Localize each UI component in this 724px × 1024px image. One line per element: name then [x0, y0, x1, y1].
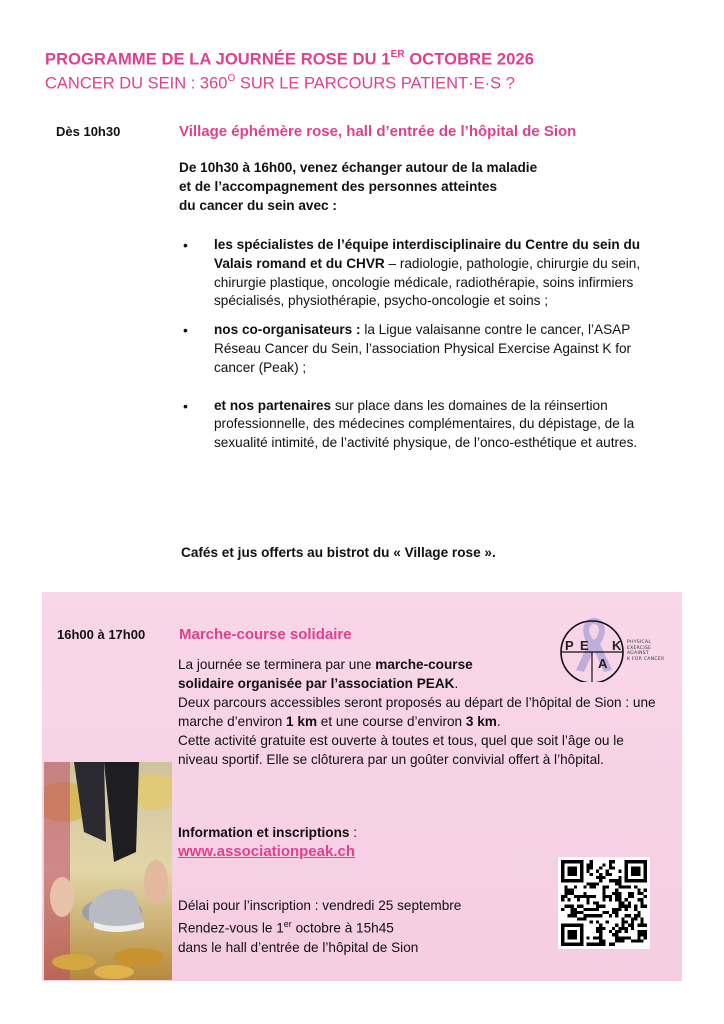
village-bullet-list	[180, 236, 650, 453]
peak-logo	[552, 612, 682, 682]
walk-heading: Marche-course solidaire	[179, 626, 352, 643]
village-heading: Village éphémère rose, hall d’entrée de l’hôpital de Sion	[179, 123, 577, 140]
peak-letter-e: E	[580, 638, 589, 653]
list-item: • et nos partenaires sur place dans les domaines de la réinsertion professionnelle, des médecines complémentaires, du dépistage, de la sexualité intimité, de l’activité physique, de l’onco-esthétique et autres.	[183, 397, 638, 451]
runner-shoe-photo	[44, 762, 172, 980]
deadline-block: Délai pour l’inscription : vendredi 25 septembre Rendez-vous le 1er octobre à 15h45 dans le hall d’entrée de l’hôpital de Sion	[178, 898, 462, 955]
walk-time: 16h00 à 17h00	[57, 627, 146, 642]
page-subtitle: CANCER DU SEIN : $360^O$ SUR LE PARCOURS PATIENT·E·S ?	[45, 73, 515, 93]
website-link[interactable]: www.associationpeak.ch	[178, 843, 356, 860]
peak-letter-p: P	[565, 638, 574, 653]
walk-description: La journée se terminera par une marche-course solidaire organisée par l’association PEAK. Deux parcours accessibles seront proposés au départ de l’hôpital de Sion : une marche d’environ 1 km et une course d’environ 3 km. Cette activité gratuite est ouverte à toutes et tous, quel que soit l’âge ou le niveau sportif. Elle se clôturera par un goûter convivial offert à l’hôpital.	[178, 657, 656, 767]
info-label: Information et inscriptions	[178, 825, 350, 840]
list-item: • nos co-organisateurs : la Ligue valaisanne contre le cancer, l’ASAP Réseau Cancer du Sein, l’association Physical Exercise Against K for cancer (Peak) ;	[183, 322, 632, 375]
list-item: • les spécialistes de l’équipe interdisciplinaire du Centre du sein du Valais romand et du CHVR – radiologie, pathologie, chirurgie du sein, chirurgie plastique, oncologie médicale, radiothérapie, soins infirmiers spécialisés, physiothérapie, psycho-oncologie et soins ;	[183, 237, 641, 309]
peak-tagline: PHYSICAL EXERCISE AGAINST K FOR CANCER	[627, 640, 665, 662]
info-block: Information et inscriptions : www.associationpeak.ch	[178, 825, 358, 860]
peak-letter-a: A	[598, 656, 608, 671]
qr-code[interactable]	[558, 857, 650, 949]
village-time: Dès 10h30	[56, 124, 121, 139]
page-title: PROGRAMME DE LA JOURNÉE ROSE DU 1ER OCTOBRE 2026	[45, 49, 535, 69]
village-intro: De 10h30 à 16h00, venez échanger autour de la maladie et de l’accompagnement des personnes atteintes du cancer du sein avec :	[179, 160, 538, 213]
peak-letter-k: K	[612, 638, 622, 653]
cafes-note: Cafés et jus offerts au bistrot du « Village rose ».	[181, 545, 496, 560]
